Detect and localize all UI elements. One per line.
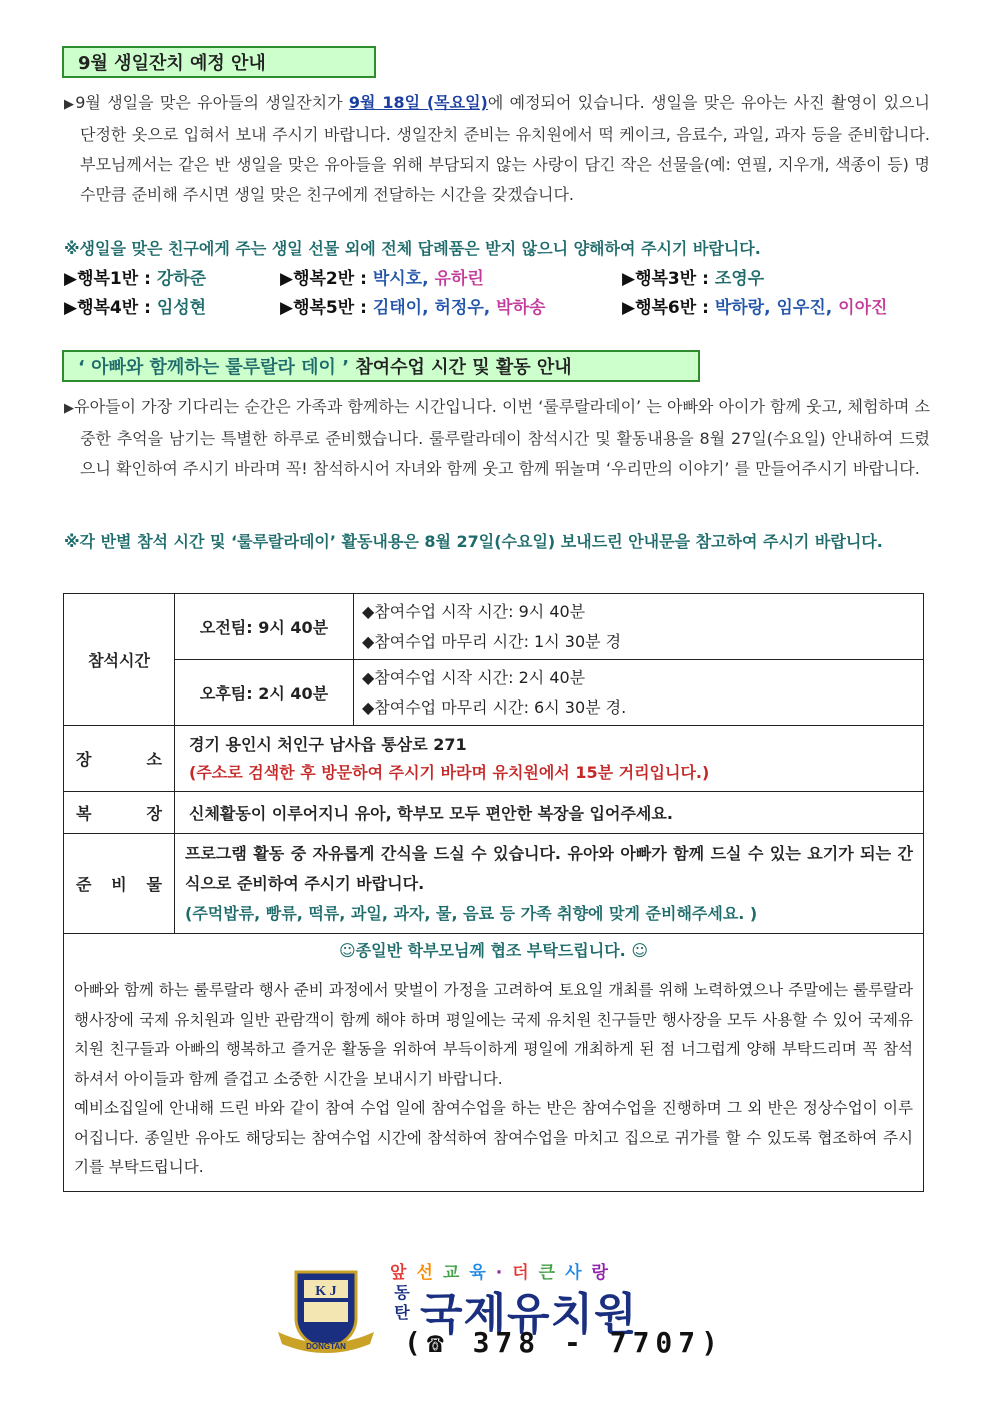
prep-text: 프로그램 활동 중 자유롭게 간식을 드실 수 있습니다. 유아와 아빠가 함께 드실 수 있는 요기가 되는 간식으로 준비하여 주시기 바랍니다.	[185, 843, 913, 893]
bullet-triangle-icon: ▶	[64, 97, 76, 112]
footer-body: 아빠와 함께 하는 룰루랄라 행사 준비 과정에서 맞벌이 가정을 고려하여 토요일 개최를 위해 노력하였으나 주말에는 룰루랄라 행사장에 국제 유치원과 일반 관람객이 함께 해야 하며 평일에는 국제 유치원 친구들만 행사장을 모두 사용할 수 있어 국제유치원 친구들과 아빠의 행복하고 즐거운 활동을 위하여 부득이하게 평일에 개최하게 된 점 너그럽게 양해 부탁드리며 꼭 참석하셔서 아이들과 함께 즐겁고 소중한 시간을 보내시기 바랍니다. 예비소집일에 안내해 드린 바와 같이 참여 수업 일에 참여수업을 하는 반은 참여수업을 진행하며 그 외 반은 정상수업이 이루어집니다. 종일반 유아도 해당되는 참여수업 시간에 참석하여 참여수업을 마치고 집으로 귀가를 할 수 있도록 협조하여 주시기를 부탁드립니다.	[74, 981, 913, 1176]
dress-text: 신체활동이 이루어지니 유아, 학부모 모두 편안한 복장을 입어주세요.	[175, 792, 924, 834]
event-paragraph: ▶유아들이 가장 기다리는 순간은 가족과 함께하는 시간입니다. 이번 ‘룰루랄라데이’ 는 아빠와 아이가 함께 웃고, 체험하며 소중한 추억을 남기는 특별한 하루로 준비했습니다. 룰루랄라데이 참석시간 및 활동내용을 8월 27일(수요일) 안내하여 드렸으니 확인하여 주시기 바라며 꼭! 참석하시어 자녀와 함께 웃고 함께 뛰놀며 ‘우리만의 이야기’ 를 만들어주시기 바랍니다.	[64, 397, 930, 478]
section2-title	[62, 350, 700, 382]
class-group: ▶행복5반 : 김태이, 허정우, 박하송	[280, 298, 546, 318]
school-name: 국제유치원	[420, 1289, 638, 1340]
birthday-child-name: 강하준	[156, 269, 207, 289]
school-phone: (☎ 378 - 7707)	[404, 1326, 725, 1359]
birthday-child-name: 유하린	[434, 269, 484, 289]
slogan-char: 교	[442, 1263, 470, 1283]
am-team: 오전팀: 9시 40분	[175, 594, 354, 660]
prep-note: (주먹밥류, 빵류, 떡류, 과일, 과자, 물, 음료 등 가족 취향에 맞게 준비해주세요. )	[185, 903, 758, 923]
place-address: 경기 용인시 처인구 남사읍 통삼로 271	[189, 734, 467, 754]
slogan-char: 선	[416, 1263, 443, 1283]
birthday-child-name: 임우진	[776, 298, 826, 318]
prep-cell	[175, 834, 924, 934]
class-row-2	[64, 293, 930, 323]
class-group: ▶행복6반 : 박하랑, 임우진, 이아진	[622, 298, 888, 318]
birthday-child-name: 임성현	[156, 298, 207, 318]
class-group: ▶행복2반 : 박시호, 유하린	[280, 269, 484, 289]
slogan-char: 더	[512, 1263, 539, 1283]
birthday-child-name: 김태이	[372, 298, 423, 318]
class-group	[64, 264, 206, 289]
birthday-child-name: 조영우	[714, 269, 765, 289]
footer-title: ☺종일반 학부모님께 협조 부탁드립니다. ☺	[338, 941, 648, 960]
slogan-char: 육	[469, 1263, 496, 1283]
section1-title: 9월 생일잔치 예정 안내	[62, 46, 376, 78]
section2-title-rest: 참여수업 시간 및 활동 안내	[349, 357, 572, 378]
dongtan-label: 동탄	[394, 1283, 410, 1322]
slogan-char: 큰	[538, 1263, 566, 1283]
class-name: ▶행복3반 :	[622, 269, 715, 289]
class-name: ▶행복1반 :	[64, 269, 157, 289]
prep-header: 준 비 물	[64, 834, 175, 934]
birthday-child-name: 박시호	[372, 269, 423, 289]
class-group	[622, 264, 764, 289]
place-cell	[175, 726, 924, 792]
slogan-char: ·	[495, 1263, 513, 1283]
event-info-table	[63, 593, 924, 1192]
slogan-char: 앞	[390, 1263, 417, 1283]
birthday-child-name: 이아진	[838, 298, 888, 318]
emblem-ribbon: DONGTAN	[306, 1342, 346, 1351]
bullet-triangle-icon: ▶	[64, 401, 75, 416]
pm-schedule: ◆참여수업 시작 시간: 2시 40분 ◆참여수업 마무리 시간: 6시 30분 경.	[354, 660, 924, 726]
class-group	[64, 293, 206, 318]
birthday-child-name: 박하랑	[714, 298, 765, 318]
slogan-char: 랑	[591, 1263, 618, 1283]
birthday-child-name: 박하송	[496, 298, 546, 318]
place-header: 장 소	[64, 726, 175, 792]
class-name: ▶행복6반 :	[622, 298, 715, 318]
slogan-char: 사	[565, 1263, 592, 1283]
class-name: ▶행복4반 :	[64, 298, 157, 318]
class-row-1	[64, 264, 930, 294]
birthday-paragraph: ▶9월 생일을 맞은 유아들의 생일잔치가 9월 18일 (목요일)에 예정되어 있습니다. 생일을 맞은 유아는 사진 촬영이 있으니 단정한 옷으로 입혀서 보내 주시기 바랍니다. 생일잔치 준비는 유치원에서 떡 케이크, 음료수, 과일, 과자 등을 준비합니다. 부모님께서는 같은 반 생일을 맞은 유아들을 위해 부담되지 않는 사랑이 담긴 작은 선물을(예: 연필, 지우개, 색종이 등) 명수만큼 준비해 주시면 생일 맞은 친구에게 전달하는 시간을 갖겠습니다.	[64, 93, 930, 204]
emblem-letters: K J	[315, 1284, 337, 1299]
class-name: ▶행복5반 :	[280, 298, 373, 318]
footer-cell	[64, 934, 924, 1192]
am-schedule: ◆참여수업 시작 시간: 9시 40분 ◆참여수업 마무리 시간: 1시 30분 경	[354, 594, 924, 660]
pm-team: 오후팀: 2시 40분	[175, 660, 354, 726]
class-name: ▶행복2반 :	[280, 269, 373, 289]
time-header: 참석시간	[64, 594, 175, 726]
birthday-note: ※생일을 맞은 친구에게 주는 생일 선물 외에 전체 답례품은 받지 않으니 양해하여 주시기 바랍니다.	[64, 239, 761, 258]
place-note: (주소로 검색한 후 방문하여 주시기 바라며 유치원에서 15분 거리입니다.)	[189, 762, 710, 782]
section2-title-event: ‘ 아빠와 함께하는 룰루랄라 데이 ’	[78, 357, 350, 378]
school-emblem-icon	[274, 1262, 378, 1358]
birthday-child-name: 허정우	[434, 298, 484, 318]
event-note: ※각 반별 참석 시간 및 ‘룰루랄라데이’ 활동내용은 8월 27일(수요일) 보내드린 안내문을 참고하여 주시기 바랍니다.	[64, 532, 883, 551]
dress-header: 복 장	[64, 792, 175, 834]
birthday-date: 9월 18일 (목요일)	[348, 93, 488, 112]
